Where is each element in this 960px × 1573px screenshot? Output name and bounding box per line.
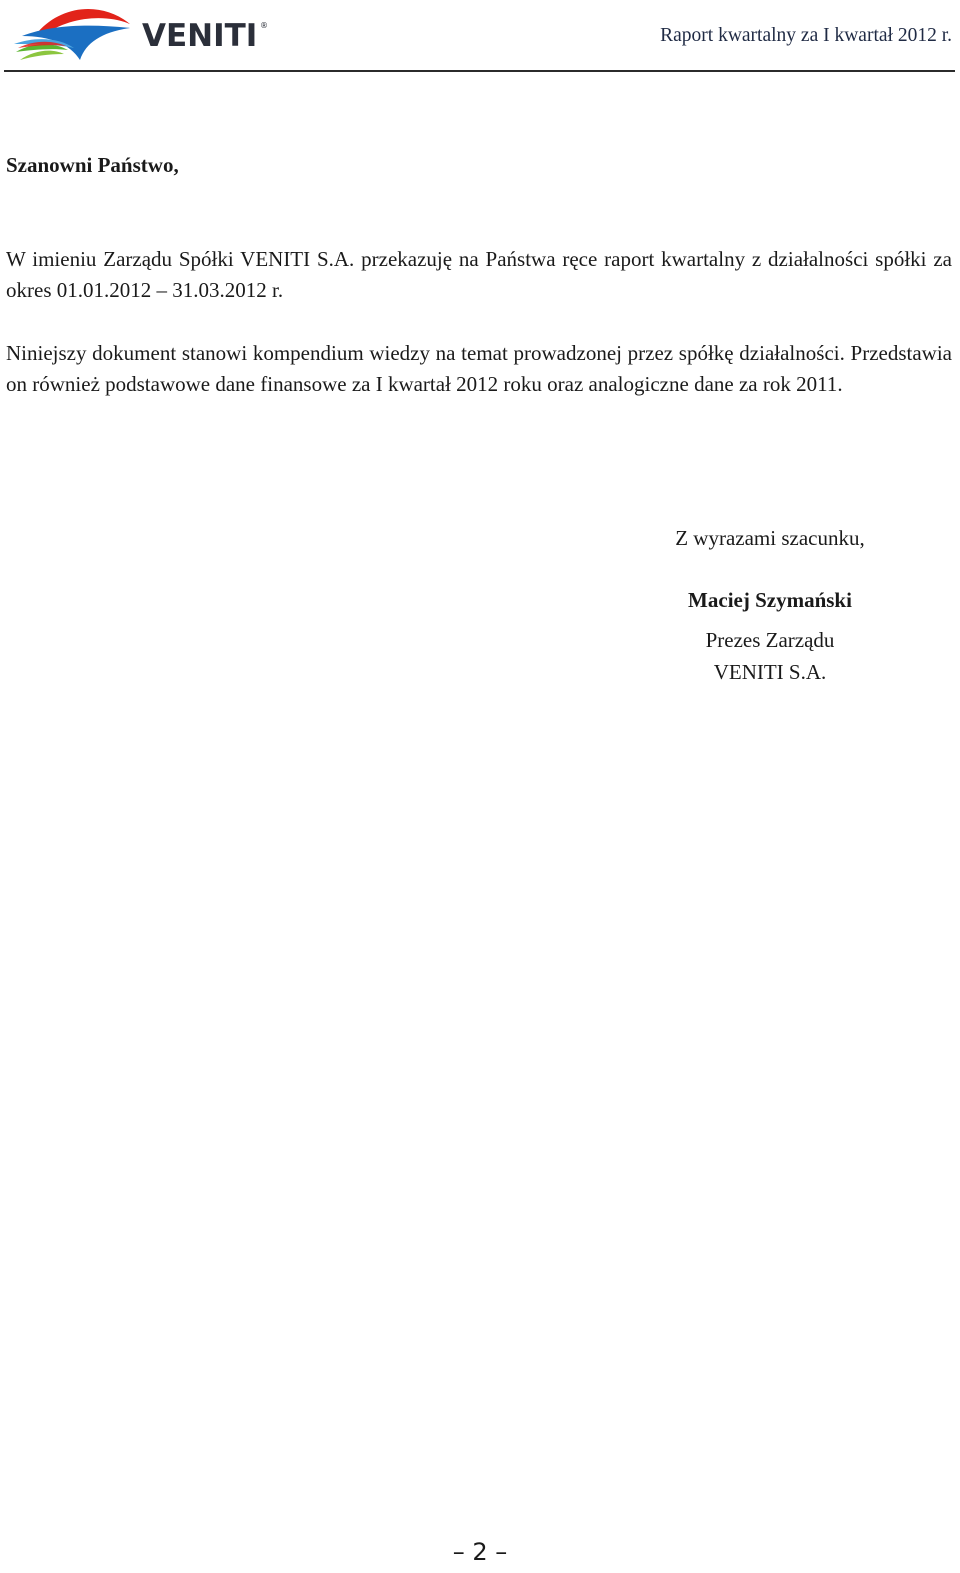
header-divider (4, 70, 955, 72)
signature-block (640, 522, 900, 688)
logo-text: VENITI (142, 18, 258, 54)
signature-company: VENITI S.A. (713, 660, 827, 684)
page-number: – 2 – (452, 1538, 508, 1566)
page-header (0, 0, 960, 74)
letter-body (6, 150, 952, 432)
header-title: Raport kwartalny za I kwartał 2012 r. (660, 25, 952, 46)
greeting: Szanowni Państwo, (6, 153, 179, 177)
signature-closing: Z wyrazami szacunku, (675, 526, 865, 550)
logo-registered-mark: ® (260, 21, 268, 30)
veniti-logo-mark (8, 2, 268, 68)
signature-name: Maciej Szymański (688, 588, 852, 612)
veniti-logo (8, 2, 268, 68)
paragraph-2: Niniejszy dokument stanowi kompendium wiedzy na temat prowadzonej przez spółkę działalności. Przedstawia on również podstawowe dane finansowe za I kwartał 2012 roku oraz analogiczne dane za rok 2011. (6, 340, 952, 396)
signature-role: Prezes Zarządu (705, 628, 835, 652)
paragraph-1: W imieniu Zarządu Spółki VENITI S.A. przekazuję na Państwa ręce raport kwartalny z działalności spółki za okres 01.01.2012 – 31.03.2012 r. (6, 246, 952, 302)
